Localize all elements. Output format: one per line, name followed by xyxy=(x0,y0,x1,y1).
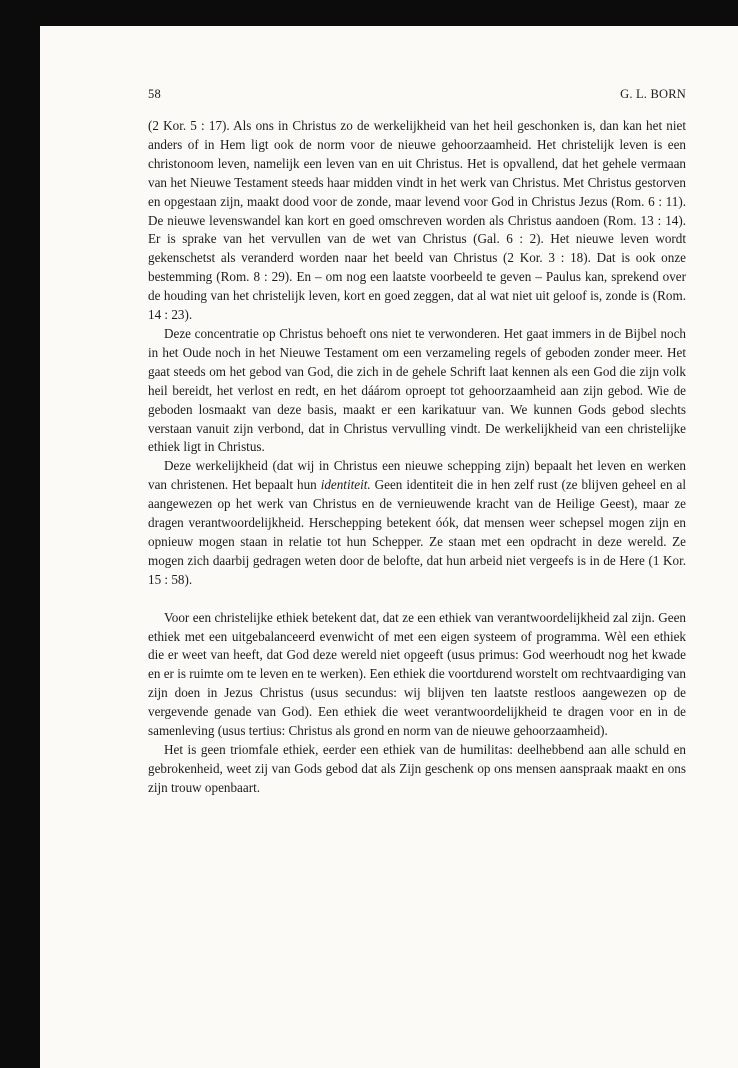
scan-border-top xyxy=(40,0,738,26)
paragraph-4: Voor een christelijke ethiek betekent dat, dat ze een ethiek van verantwoordelijkheid zal zijn. Geen ethiek met een uitgebalanceerd evenwicht of met een eigen systeem of programma. Wèl een ethiek die er weet van heeft, dat God deze wereld niet opgeeft (usus primus: God weerhoudt nog het kwade en er is ruimte om te leven en te werken). Een ethiek die voortdurend worstelt om rechtvaardiging van zijn doen in Jezus Christus (usus secundus: wij blijven ten laatste restloos aangewezen op de vergevende genade van God). Een ethiek die weet verantwoordelijkheid te dragen voor en in de samenleving (usus tertius: Christus als grond en norm van de nieuwe gehoorzaamheid). xyxy=(148,609,686,739)
running-title: G. L. BORN xyxy=(620,87,686,101)
running-head xyxy=(148,87,686,102)
paragraph-5: Het is geen triomfale ethiek, eerder een ethiek van de humilitas: deelhebbend aan alle schuld en gebrokenheid, weet zij van Gods gebod dat als Zijn geschenk op ons mensen aanspraak maakt en ons zijn trouw openbaart. xyxy=(148,742,686,795)
paragraph-3-text-a: Deze werkelijkheid (dat wij in Christus een nieuwe schepping zijn) bepaalt het leven en werken van christenen. Het bepaalt hun xyxy=(148,458,686,493)
paragraph-3-italic-term: identiteit. xyxy=(320,477,371,493)
scan-border-left xyxy=(0,0,40,1068)
paragraph-2: Deze concentratie op Christus behoeft ons niet te verwonderen. Het gaat immers in de Bijbel noch in het Oude noch in het Nieuwe Testament om een verzameling regels of geboden zonder meer. Het gaat steeds om het gebod van God, die zich in de gehele Schrift laat kennen als een God die zijn volk heil bereidt, het verlost en redt, en het dáárom oproept tot gehoorzaamheid aan zijn gebod. Wie de geboden losmaakt van deze basis, maakt er een karikatuur van. We kunnen Gods gebod slechts verstaan vanuit zijn verbond, dat in Christus vervulling vindt. De werkelijkheid van een christelijke ethiek ligt in Christus. xyxy=(148,325,686,455)
body-text xyxy=(148,117,686,798)
paragraph-3 xyxy=(148,457,686,589)
paragraph-3-text-b: Geen identiteit die in hen zelf rust (ze blijven geheel en al aangewezen op het werk van Christus en de vernieuwende kracht van de Heilige Geest), maar ze dragen verantwoordelijkheid. Herschepping betekent óók, dat mensen weer schepsel mogen zijn en opnieuw mogen staan in relatie tot hun Schepper. Ze staan met een opdracht in deze wereld. Ze mogen zich daarbij gedragen weten door de belofte, dat hun arbeid niet vergeefs is in de Here (1 Kor. 15 : 58). xyxy=(148,477,686,587)
page-number: 58 xyxy=(148,87,161,101)
paragraph-1: (2 Kor. 5 : 17). Als ons in Christus zo de werkelijkheid van het heil geschonken is, dan kan het niet anders of in Hem ligt ook de norm voor de nieuwe gehoorzaamheid. Het christelijk leven is een christonoom leven, namelijk een leven van en uit Christus. Het is opvallend, dat het gehele vermaan van het Nieuwe Testament steeds haar midden vindt in het werk van Christus. Met Christus gestorven en opgestaan zijn, maakt dood voor de zonde, maar levend voor God in Christus Jezus (Rom. 6 : 11). De nieuwe levenswandel kan kort en goed omschreven worden als Christus aandoen (Rom. 13 : 14). Er is sprake van het vervullen van de wet van Christus (Gal. 6 : 2). Het nieuwe leven wordt gekenschetst als veranderd worden naar het beeld van Christus (2 Kor. 3 : 18). Dat is ook onze bestemming (Rom. 8 : 29). En – om nog een laatste voorbeeld te geven – Paulus kan, sprekend over de houding van het christelijk leven, kort en goed zeggen, dat al wat niet uit geloof is, zonde is (Rom. 14 : 23). xyxy=(148,118,686,323)
